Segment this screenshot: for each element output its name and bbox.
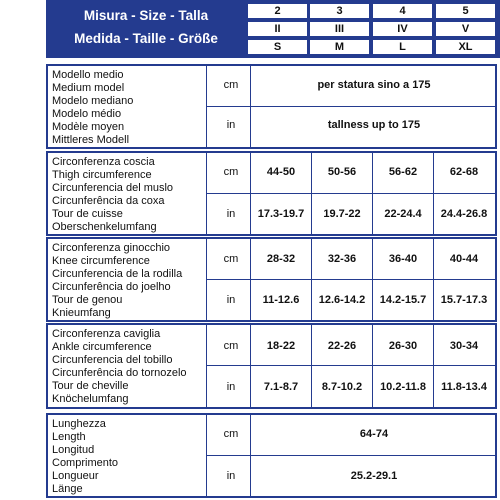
size-letters-row bbox=[248, 40, 495, 54]
knee-label-en: Knee circumference bbox=[52, 255, 150, 267]
model-label-en: Medium model bbox=[52, 82, 125, 94]
thigh-label-en: Thigh circumference bbox=[52, 169, 152, 181]
length-label-pt: Comprimento bbox=[52, 457, 119, 469]
thigh-in-unit: in bbox=[226, 208, 236, 220]
ankle-label-pt: Circunferência do tornozelo bbox=[52, 367, 187, 379]
ankle-label-it: Circonferenza caviglia bbox=[52, 328, 161, 340]
row-divider bbox=[206, 455, 495, 456]
model-cm-value: per statura sino a 175 bbox=[317, 79, 431, 91]
knee-in-unit: in bbox=[226, 294, 236, 306]
length-cm-unit: cm bbox=[223, 428, 239, 440]
thigh-in-value: 19.7-22 bbox=[323, 208, 361, 220]
knee-label-it: Circonferenza ginocchio bbox=[52, 242, 171, 254]
ankle-in-unit: in bbox=[226, 381, 236, 393]
size-roman: IV bbox=[373, 22, 432, 36]
length-section bbox=[46, 413, 497, 498]
length-label-fr: Longueur bbox=[52, 470, 99, 482]
thigh-cm-unit: cm bbox=[223, 166, 239, 178]
size-letter: M bbox=[310, 40, 369, 54]
model-in-value: tallness up to 175 bbox=[327, 119, 421, 131]
ankle-cm-value: 18-22 bbox=[266, 340, 296, 352]
size-roman-row bbox=[248, 22, 495, 36]
length-labels bbox=[52, 418, 212, 496]
column-divider bbox=[372, 325, 373, 407]
ankle-cm-unit: cm bbox=[223, 340, 239, 352]
size-header bbox=[46, 0, 500, 58]
length-in-unit: in bbox=[226, 470, 236, 482]
size-number: 4 bbox=[373, 4, 432, 18]
row-divider bbox=[206, 193, 495, 194]
knee-section bbox=[46, 237, 497, 322]
ankle-label-de: Knöchelumfang bbox=[52, 393, 129, 405]
thigh-in-value: 24.4-26.8 bbox=[440, 208, 488, 220]
knee-cm-value: 32-36 bbox=[327, 253, 357, 265]
model-label-de: Mittleres Modell bbox=[52, 134, 130, 146]
knee-in-value: 15.7-17.3 bbox=[440, 294, 488, 306]
ankle-in-value: 10.2-11.8 bbox=[380, 381, 426, 393]
ankle-label-fr: Tour de cheville bbox=[52, 380, 129, 392]
model-labels bbox=[52, 69, 212, 147]
row-divider bbox=[206, 106, 495, 107]
knee-label-fr: Tour de genou bbox=[52, 294, 123, 306]
knee-label-es: Circunferencia de la rodilla bbox=[52, 268, 183, 280]
model-label-it: Modello medio bbox=[52, 69, 124, 81]
header-title-line-2: Medida - Taille - Größe bbox=[74, 31, 218, 46]
model-section bbox=[46, 64, 497, 149]
thigh-cm-value: 62-68 bbox=[449, 166, 479, 178]
size-numbers-row bbox=[248, 4, 495, 18]
value-divider bbox=[250, 325, 251, 407]
column-divider bbox=[433, 325, 434, 407]
length-in-value: 25.2-29.1 bbox=[350, 470, 398, 482]
ankle-label-es: Circunferencia del tobillo bbox=[52, 354, 173, 366]
size-roman: III bbox=[310, 22, 369, 36]
knee-labels bbox=[52, 242, 212, 320]
thigh-label-de: Oberschenkelumfang bbox=[52, 221, 157, 233]
model-in-unit: in bbox=[226, 119, 236, 131]
knee-in-value: 11-12.6 bbox=[262, 294, 300, 306]
ankle-section bbox=[46, 323, 497, 409]
knee-label-de: Knieumfang bbox=[52, 307, 111, 319]
size-roman: II bbox=[248, 22, 307, 36]
model-label-pt: Modelo médio bbox=[52, 108, 122, 120]
thigh-cm-value: 56-62 bbox=[388, 166, 418, 178]
thigh-label-fr: Tour de cuisse bbox=[52, 208, 123, 220]
length-label-de: Länge bbox=[52, 483, 83, 495]
ankle-cm-value: 26-30 bbox=[388, 340, 418, 352]
thigh-labels bbox=[52, 156, 212, 234]
length-label-en: Length bbox=[52, 431, 86, 443]
ankle-cm-value: 22-26 bbox=[327, 340, 357, 352]
size-grid bbox=[248, 4, 495, 54]
thigh-in-value: 17.3-19.7 bbox=[257, 208, 305, 220]
size-number: 2 bbox=[248, 4, 307, 18]
unit-divider bbox=[206, 325, 207, 407]
header-title bbox=[46, 4, 246, 54]
knee-in-value: 14.2-15.7 bbox=[379, 294, 427, 306]
size-letter: S bbox=[248, 40, 307, 54]
length-cm-value: 64-74 bbox=[359, 428, 389, 440]
ankle-in-value: 11.8-13.4 bbox=[441, 381, 487, 393]
knee-cm-value: 36-40 bbox=[388, 253, 418, 265]
thigh-label-es: Circunferencia del muslo bbox=[52, 182, 174, 194]
ankle-label-en: Ankle circumference bbox=[52, 341, 152, 353]
thigh-section bbox=[46, 151, 497, 236]
length-label-es: Longitud bbox=[52, 444, 95, 456]
knee-cm-value: 28-32 bbox=[266, 253, 296, 265]
ankle-cm-value: 30-34 bbox=[449, 340, 479, 352]
knee-in-value: 12.6-14.2 bbox=[318, 294, 366, 306]
thigh-label-pt: Circunferência da coxa bbox=[52, 195, 165, 207]
model-label-es: Modelo mediano bbox=[52, 95, 134, 107]
length-label-it: Lunghezza bbox=[52, 418, 106, 430]
ankle-in-value: 8.7-10.2 bbox=[321, 381, 363, 393]
thigh-in-value: 22-24.4 bbox=[384, 208, 422, 220]
size-letter: XL bbox=[436, 40, 495, 54]
header-title-line-1: Misura - Size - Talla bbox=[83, 8, 209, 23]
knee-cm-unit: cm bbox=[223, 253, 239, 265]
row-divider bbox=[206, 279, 495, 280]
ankle-labels bbox=[52, 328, 212, 406]
ankle-in-value: 7.1-8.7 bbox=[263, 381, 299, 393]
size-number: 3 bbox=[310, 4, 369, 18]
thigh-cm-value: 44-50 bbox=[266, 166, 296, 178]
model-cm-unit: cm bbox=[223, 79, 239, 91]
size-roman: V bbox=[436, 22, 495, 36]
size-number: 5 bbox=[436, 4, 495, 18]
thigh-cm-value: 50-56 bbox=[327, 166, 357, 178]
knee-cm-value: 40-44 bbox=[449, 253, 479, 265]
knee-label-pt: Circunferência do joelho bbox=[52, 281, 171, 293]
column-divider bbox=[311, 325, 312, 407]
row-divider bbox=[206, 365, 495, 366]
model-label-fr: Modèle moyen bbox=[52, 121, 125, 133]
size-letter: L bbox=[373, 40, 432, 54]
thigh-label-it: Circonferenza coscia bbox=[52, 156, 155, 168]
